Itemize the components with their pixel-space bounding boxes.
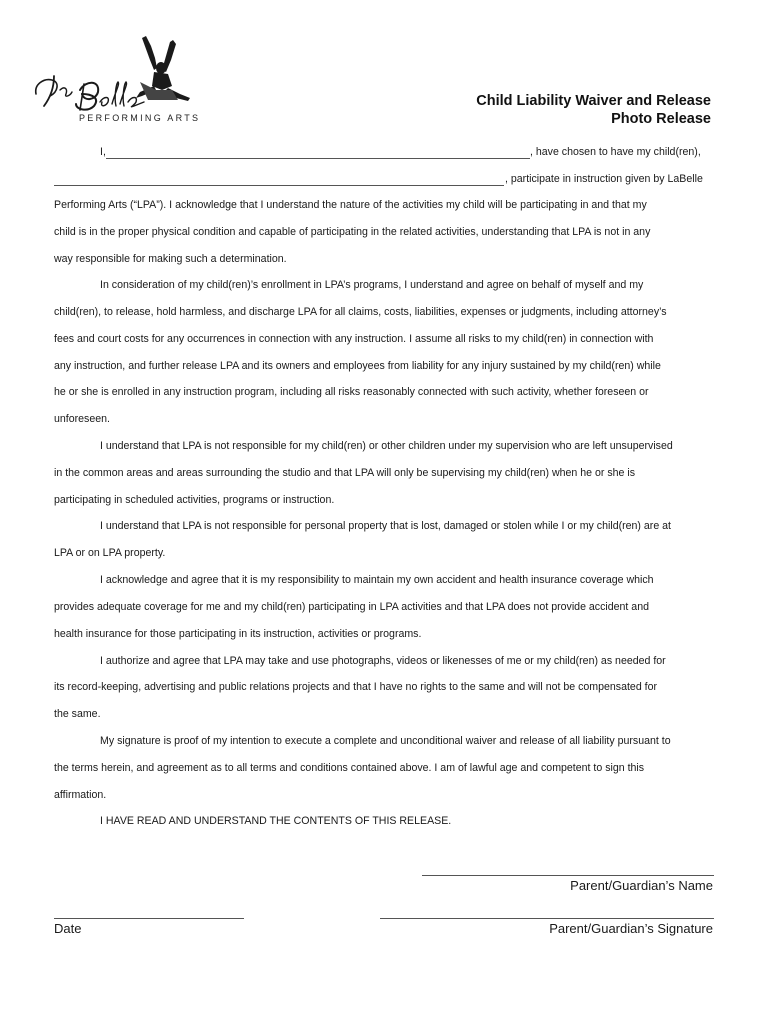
body-line: I acknowledge and agree that it is my responsibility to maintain my own accident and health insurance coverage which bbox=[100, 574, 654, 586]
body-line: provides adequate coverage for me and my child(ren) participating in LPA activities and that LPA does not provide accident and bbox=[54, 601, 649, 613]
dancer-figure-icon bbox=[136, 36, 190, 101]
date-label: Date bbox=[54, 921, 82, 936]
la-belle-script-icon bbox=[36, 76, 144, 110]
body-line: way responsible for making such a determination. bbox=[54, 253, 287, 265]
body-line: I understand that LPA is not responsible for personal property that is lost, damaged or stolen while I or my child(ren) are at bbox=[100, 520, 671, 532]
logo-subtitle: PERFORMING ARTS bbox=[79, 113, 201, 123]
body-line: I authorize and agree that LPA may take and use photographs, videos or likenesses of me or my child(ren) as needed for bbox=[100, 655, 666, 667]
guardian-name-label: Parent/Guardian’s Name bbox=[570, 878, 713, 893]
document-title bbox=[476, 92, 711, 128]
child-name-line-1[interactable] bbox=[106, 158, 530, 159]
title-line-2: Photo Release bbox=[611, 111, 711, 127]
body-line: unforeseen. bbox=[54, 413, 110, 425]
body-line: health insurance for those participating in its instruction, activities or programs. bbox=[54, 628, 422, 640]
body-line: child(ren), to release, hold harmless, and discharge LPA for all claims, costs, liabilities, expenses or judgments, including attorney’s bbox=[54, 306, 667, 318]
title-line-1: Child Liability Waiver and Release bbox=[476, 93, 711, 109]
body-line: fees and court costs for any occurrences in connection with any instruction. I assume all risks to my child(ren) in connection with bbox=[54, 333, 654, 345]
body-line: LPA or on LPA property. bbox=[54, 547, 166, 559]
fill-line-2-suffix: , participate in instruction given by LaBelle bbox=[505, 173, 703, 185]
body-line: In consideration of my child(ren)’s enrollment in LPA’s programs, I understand and agree on behalf of myself and my bbox=[100, 279, 644, 291]
body-line: its record-keeping, advertising and public relations projects and that I have no rights to the same and will not be compensated for bbox=[54, 681, 658, 693]
date-line[interactable] bbox=[54, 918, 244, 919]
body-line: in the common areas and areas surrounding the studio and that LPA will only be supervising my child(ren) when he or she is bbox=[54, 467, 636, 479]
body-line: any instruction, and further release LPA and its owners and employees from liability for any injury sustained by my child(ren) while bbox=[54, 360, 661, 372]
body-line: child is in the proper physical condition and capable of participating in the related activities, understanding that LPA is not in any bbox=[54, 226, 651, 238]
body-line: I understand that LPA is not responsible for my child(ren) or other children under my supervision who are left unsupervised bbox=[100, 440, 673, 452]
body-line: the terms herein, and agreement as to all terms and conditions contained above. I am of lawful age and competent to sign this bbox=[54, 762, 645, 774]
guardian-name-line[interactable] bbox=[422, 875, 714, 876]
body-line: My signature is proof of my intention to execute a complete and unconditional waiver and release of all liability pursuant to bbox=[100, 735, 671, 747]
body-line: Performing Arts (“LPA”). I acknowledge that I understand the nature of the activities my child will be participating in and that my bbox=[54, 199, 647, 211]
guardian-signature-label: Parent/Guardian’s Signature bbox=[549, 921, 713, 936]
body-line: the same. bbox=[54, 708, 101, 720]
body-line: participating in scheduled activities, programs or instruction. bbox=[54, 494, 335, 506]
body-line: he or she is enrolled in any instruction program, including all risks reasonably connected with such activity, whether foreseen or bbox=[54, 386, 649, 398]
child-name-line-2[interactable] bbox=[54, 185, 504, 186]
fill-line-1-prefix: I, bbox=[100, 146, 106, 158]
acknowledgement-line: I HAVE READ AND UNDERSTAND THE CONTENTS OF THIS RELEASE. bbox=[100, 815, 452, 827]
body-line: affirmation. bbox=[54, 789, 107, 801]
guardian-signature-line[interactable] bbox=[380, 918, 714, 919]
fill-line-1-suffix: , have chosen to have my child(ren), bbox=[530, 146, 701, 158]
